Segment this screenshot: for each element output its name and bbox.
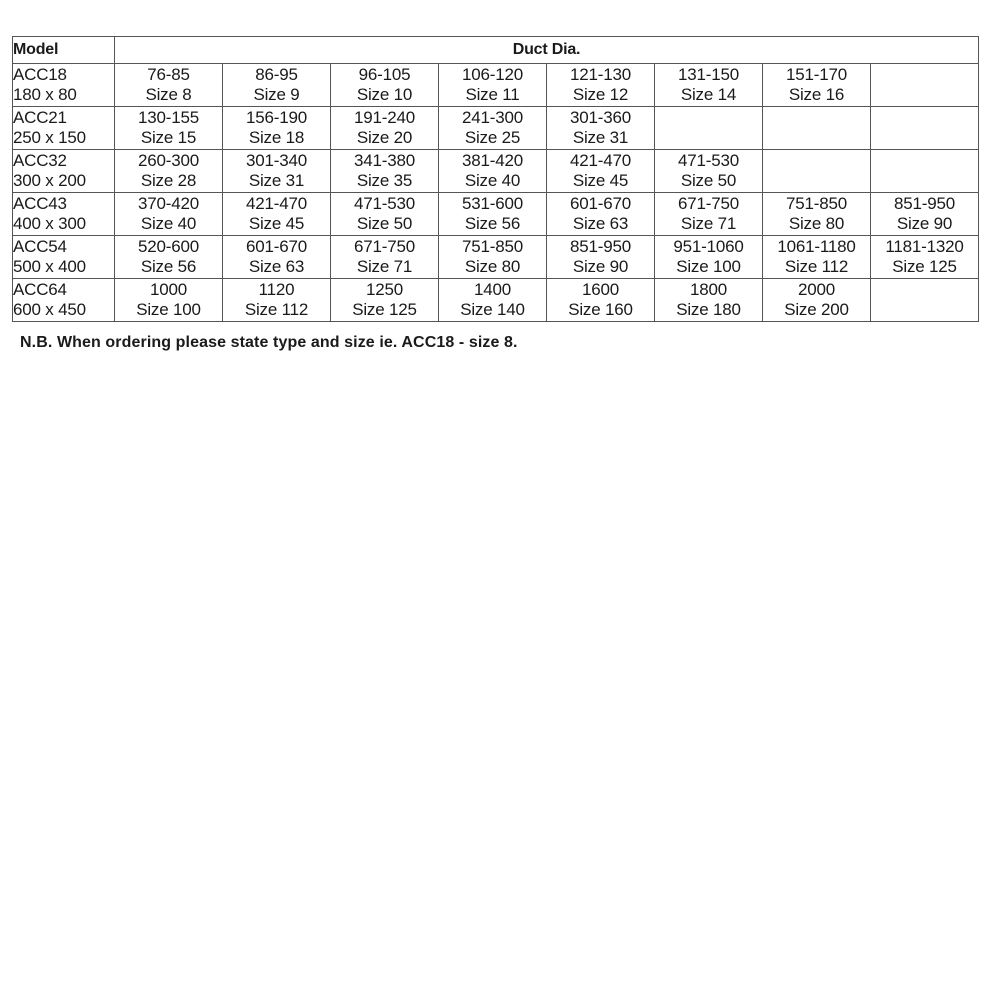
duct-diameter-range: 241-300	[462, 108, 523, 127]
duct-diameter-range: 671-750	[354, 237, 415, 256]
table-row	[13, 64, 979, 107]
model-cell	[13, 279, 115, 322]
duct-size-label: Size 10	[356, 85, 413, 104]
duct-diameter-range: 1400	[473, 280, 512, 299]
duct-size-cell	[331, 64, 439, 107]
duct-size-cell	[871, 64, 979, 107]
duct-size-label: Size 80	[788, 214, 845, 233]
duct-size-table	[12, 36, 979, 322]
duct-size-cell	[871, 236, 979, 279]
duct-diameter-range: 1120	[258, 280, 295, 299]
duct-size-cell	[439, 150, 547, 193]
duct-size-cell	[223, 236, 331, 279]
duct-size-cell	[763, 107, 871, 150]
duct-diameter-range: 531-600	[462, 194, 523, 213]
model-dimensions: 180 x 80	[13, 85, 77, 104]
table-header-row	[13, 37, 979, 64]
duct-diameter-range: 76-85	[147, 65, 190, 84]
duct-size-cell	[655, 107, 763, 150]
duct-size-cell	[115, 64, 223, 107]
duct-size-label: Size 90	[572, 257, 629, 276]
duct-size-cell	[871, 107, 979, 150]
model-cell	[13, 150, 115, 193]
duct-size-label: Size 25	[464, 128, 521, 147]
duct-size-label: Size 9	[253, 85, 300, 104]
duct-diameter-range: 121-130	[570, 65, 631, 84]
duct-size-cell	[871, 279, 979, 322]
duct-diameter-range: 381-420	[462, 151, 523, 170]
duct-size-label: Size 112	[784, 257, 849, 276]
duct-size-cell	[763, 193, 871, 236]
table-row	[13, 236, 979, 279]
duct-diameter-range: 421-470	[570, 151, 631, 170]
duct-diameter-range: 96-105	[358, 65, 411, 84]
duct-diameter-range: 1800	[689, 280, 728, 299]
duct-size-label: Size 31	[572, 128, 629, 147]
duct-diameter-range: 851-950	[894, 194, 956, 213]
duct-size-cell	[655, 193, 763, 236]
duct-size-cell	[763, 64, 871, 107]
duct-size-label: Size 140	[460, 300, 525, 319]
duct-size-label: Size 100	[676, 257, 741, 276]
duct-size-label: Size 56	[140, 257, 197, 276]
duct-size-label: Size 45	[248, 214, 305, 233]
duct-size-cell	[871, 193, 979, 236]
duct-size-cell	[547, 279, 655, 322]
duct-size-cell	[439, 193, 547, 236]
model-cell	[13, 193, 115, 236]
duct-size-cell	[223, 150, 331, 193]
duct-size-label: Size 20	[356, 128, 413, 147]
duct-size-label: Size 63	[248, 257, 305, 276]
duct-size-label: Size 35	[356, 171, 413, 190]
ordering-note: N.B. When ordering please state type and size ie. ACC18 - size 8.	[20, 334, 518, 351]
duct-size-label: Size 15	[140, 128, 197, 147]
duct-size-label: Size 71	[680, 214, 737, 233]
model-dimensions: 300 x 200	[13, 171, 86, 190]
duct-diameter-range: 370-420	[138, 194, 199, 213]
duct-size-cell	[655, 279, 763, 322]
duct-size-label: Size 8	[145, 85, 192, 104]
model-name: ACC43	[13, 194, 67, 213]
duct-diameter-range: 301-360	[570, 108, 631, 127]
model-column-header: Model	[13, 37, 115, 64]
duct-size-cell	[331, 236, 439, 279]
duct-size-label: Size 45	[572, 171, 629, 190]
duct-size-cell	[115, 150, 223, 193]
table-row	[13, 107, 979, 150]
model-name: ACC64	[13, 280, 67, 299]
duct-diameter-range: 851-950	[570, 237, 631, 256]
model-cell	[13, 107, 115, 150]
duct-size-cell	[547, 64, 655, 107]
duct-size-cell	[223, 279, 331, 322]
duct-size-label: Size 50	[680, 171, 737, 190]
duct-diameter-range: 421-470	[246, 194, 307, 213]
duct-size-cell	[439, 64, 547, 107]
duct-size-label: Size 12	[572, 85, 629, 104]
duct-size-cell	[547, 193, 655, 236]
duct-size-cell	[223, 64, 331, 107]
duct-size-cell	[547, 150, 655, 193]
duct-size-cell	[331, 107, 439, 150]
duct-size-cell	[439, 236, 547, 279]
duct-size-label: Size 18	[248, 128, 305, 147]
duct-size-label: Size 40	[140, 214, 197, 233]
duct-size-cell	[763, 236, 871, 279]
model-cell	[13, 64, 115, 107]
table-row	[13, 279, 979, 322]
table-body	[13, 64, 979, 322]
duct-diameter-range: 130-155	[138, 108, 199, 127]
duct-size-label: Size 31	[248, 171, 305, 190]
duct-size-label: Size 16	[788, 85, 845, 104]
model-name: ACC18	[13, 65, 67, 84]
duct-diameter-range: 751-850	[462, 237, 523, 256]
duct-size-cell	[115, 279, 223, 322]
duct-size-cell	[655, 64, 763, 107]
duct-size-label: Size 56	[464, 214, 521, 233]
duct-size-cell	[763, 150, 871, 193]
duct-diameter-range: 601-670	[570, 194, 631, 213]
duct-size-label: Size 14	[680, 85, 737, 104]
duct-diameter-range: 191-240	[354, 108, 415, 127]
table-row	[13, 150, 979, 193]
duct-diameter-range: 671-750	[678, 194, 739, 213]
duct-size-label: Size 125	[892, 257, 957, 276]
model-name: ACC21	[13, 108, 67, 127]
duct-size-cell	[223, 193, 331, 236]
duct-diameter-range: 151-170	[786, 65, 847, 84]
duct-size-label: Size 90	[896, 214, 953, 233]
duct-size-cell	[547, 107, 655, 150]
duct-size-label: Size 112	[244, 300, 309, 319]
duct-size-cell	[871, 150, 979, 193]
duct-diameter-range: 601-670	[246, 237, 307, 256]
model-dimensions: 500 x 400	[13, 257, 86, 276]
duct-diameter-range: 951-1060	[673, 237, 744, 256]
model-cell	[13, 236, 115, 279]
duct-size-cell	[655, 236, 763, 279]
duct-size-label: Size 40	[464, 171, 521, 190]
duct-diameter-range: 341-380	[354, 151, 415, 170]
duct-size-label: Size 160	[568, 300, 633, 319]
duct-size-label: Size 11	[465, 85, 520, 104]
duct-size-cell	[115, 193, 223, 236]
model-name: ACC54	[13, 237, 67, 256]
duct-size-label: Size 125	[352, 300, 417, 319]
duct-size-label: Size 28	[140, 171, 197, 190]
table-row	[13, 193, 979, 236]
duct-size-cell	[547, 236, 655, 279]
duct-diameter-range: 520-600	[138, 237, 199, 256]
duct-size-label: Size 100	[136, 300, 201, 319]
duct-size-label: Size 71	[356, 257, 413, 276]
duct-diameter-range: 1600	[581, 280, 620, 299]
duct-size-label: Size 50	[356, 214, 413, 233]
duct-size-cell	[439, 107, 547, 150]
duct-diameter-range: 86-95	[255, 65, 298, 84]
duct-diameter-range: 1000	[149, 280, 188, 299]
model-dimensions: 250 x 150	[13, 128, 86, 147]
duct-diameter-range: 751-850	[786, 194, 847, 213]
duct-size-cell	[331, 193, 439, 236]
duct-size-cell	[331, 150, 439, 193]
duct-dia-column-header: Duct Dia.	[115, 37, 979, 64]
duct-size-cell	[439, 279, 547, 322]
duct-size-cell	[763, 279, 871, 322]
duct-size-cell	[331, 279, 439, 322]
duct-size-label: Size 63	[572, 214, 629, 233]
duct-diameter-range: 2000	[797, 280, 836, 299]
model-dimensions: 400 x 300	[13, 214, 86, 233]
duct-diameter-range: 260-300	[138, 151, 199, 170]
duct-size-label: Size 180	[676, 300, 741, 319]
duct-diameter-range: 301-340	[246, 151, 307, 170]
duct-size-cell	[655, 150, 763, 193]
duct-diameter-range: 106-120	[462, 65, 523, 84]
duct-diameter-range: 131-150	[678, 65, 739, 84]
duct-size-cell	[223, 107, 331, 150]
duct-size-label: Size 80	[464, 257, 521, 276]
duct-size-cell	[115, 107, 223, 150]
duct-diameter-range: 1061-1180	[777, 237, 856, 256]
duct-diameter-range: 1250	[365, 280, 404, 299]
duct-diameter-range: 156-190	[246, 108, 307, 127]
model-name: ACC32	[13, 151, 67, 170]
duct-diameter-range: 471-530	[354, 194, 415, 213]
duct-size-cell	[115, 236, 223, 279]
model-dimensions: 600 x 450	[13, 300, 86, 319]
duct-size-label: Size 200	[784, 300, 849, 319]
spec-sheet	[12, 36, 978, 352]
duct-diameter-range: 1181-1320	[885, 237, 964, 256]
duct-diameter-range: 471-530	[678, 151, 739, 170]
